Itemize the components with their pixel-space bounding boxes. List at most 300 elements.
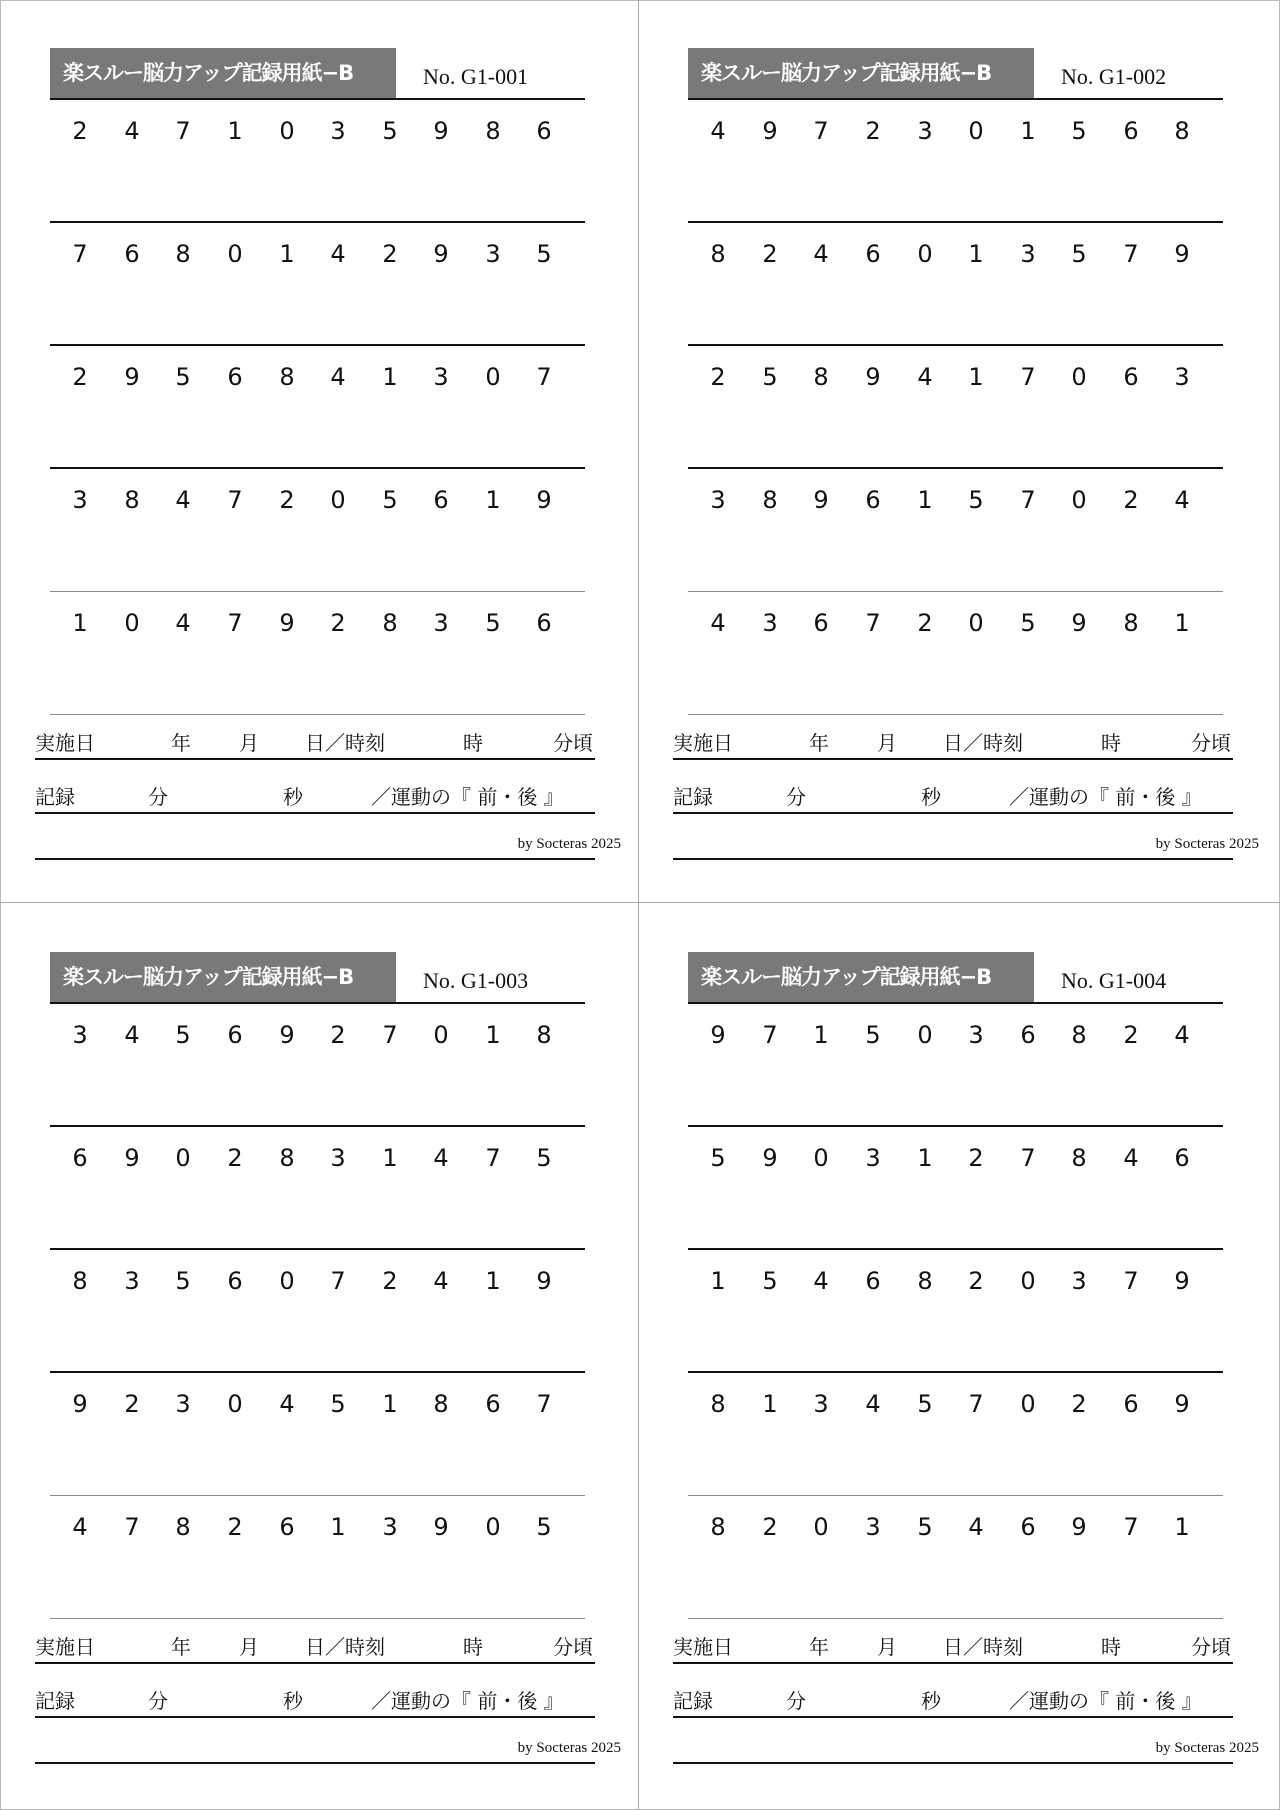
digit: 6: [1174, 1144, 1190, 1172]
record-line: [35, 1689, 595, 1715]
year-label: 年: [809, 1635, 829, 1659]
digit: 0: [124, 609, 140, 637]
digit: 2: [279, 486, 295, 514]
digit: 6: [124, 240, 140, 268]
digit: 8: [279, 363, 295, 391]
digit: 7: [72, 240, 88, 268]
digit: 5: [175, 363, 191, 391]
digit: 4: [917, 363, 933, 391]
digit: 1: [968, 240, 984, 268]
digit: 4: [710, 609, 726, 637]
digit: 4: [279, 1390, 295, 1418]
record-underline: [35, 1716, 595, 1718]
credit-text: by Socteras 2025: [1155, 1740, 1259, 1756]
digit: 3: [865, 1144, 881, 1172]
digit: 6: [1123, 117, 1139, 145]
credit-text: by Socteras 2025: [517, 836, 621, 852]
digit-row: [688, 1373, 1223, 1496]
digit-row: [688, 346, 1223, 469]
digit: 6: [485, 1390, 501, 1418]
digit: 0: [279, 1267, 295, 1295]
digit: 0: [917, 240, 933, 268]
digit: 9: [433, 240, 449, 268]
day-time-label: 日／時刻: [305, 1635, 385, 1659]
date-time-line: [35, 731, 595, 757]
record-underline: [35, 812, 595, 814]
digit: 0: [1020, 1390, 1036, 1418]
year-label: 年: [171, 731, 191, 755]
digit-row: [688, 100, 1223, 223]
digit: 2: [968, 1267, 984, 1295]
digit: 7: [382, 1021, 398, 1049]
digit: 5: [1020, 609, 1036, 637]
digit: 1: [710, 1267, 726, 1295]
digit: 9: [1071, 609, 1087, 637]
digit: 6: [536, 609, 552, 637]
minute-approx-label: 分頃: [553, 731, 593, 755]
credit-underline: [673, 858, 1233, 860]
digit: 9: [1174, 240, 1190, 268]
digit: 4: [330, 240, 346, 268]
digit: 5: [330, 1390, 346, 1418]
date-label: 実施日: [35, 731, 95, 755]
digit: 3: [917, 117, 933, 145]
digit: 6: [1123, 1390, 1139, 1418]
digit: 8: [710, 240, 726, 268]
writing-line: [50, 1618, 585, 1619]
digit: 3: [813, 1390, 829, 1418]
digit: 4: [813, 1267, 829, 1295]
digit: 9: [710, 1021, 726, 1049]
digit: 7: [330, 1267, 346, 1295]
digit: 9: [279, 1021, 295, 1049]
digit: 5: [968, 486, 984, 514]
digit-row: [688, 223, 1223, 346]
digit-row: [688, 1127, 1223, 1250]
digit: 9: [124, 363, 140, 391]
digit: 1: [330, 1513, 346, 1541]
digit: 7: [175, 117, 191, 145]
month-label: 月: [877, 1635, 897, 1659]
record-underline: [673, 812, 1233, 814]
year-label: 年: [809, 731, 829, 755]
digit: 9: [433, 1513, 449, 1541]
digit: 0: [813, 1513, 829, 1541]
digit: 3: [330, 117, 346, 145]
digit: 0: [227, 240, 243, 268]
digit: 7: [1123, 240, 1139, 268]
month-label: 月: [877, 731, 897, 755]
exercise-before-after-label: ／運動の『 前・後 』: [371, 1689, 564, 1713]
minutes-label: 分: [786, 1689, 806, 1713]
digit: 8: [72, 1267, 88, 1295]
exercise-before-after-label: ／運動の『 前・後 』: [1009, 1689, 1202, 1713]
digit-row: [50, 1373, 585, 1496]
digit: 5: [917, 1513, 933, 1541]
digit-row: [50, 223, 585, 346]
digit: 6: [865, 1267, 881, 1295]
hour-label: 時: [1101, 1635, 1121, 1659]
digit: 2: [710, 363, 726, 391]
digit: 6: [536, 117, 552, 145]
digit: 7: [124, 1513, 140, 1541]
digit-row: [688, 1496, 1223, 1619]
digit: 8: [382, 609, 398, 637]
digit: 9: [279, 609, 295, 637]
digit: 2: [382, 1267, 398, 1295]
card-title: 楽スルー脳力アップ記録用紙−B: [50, 952, 396, 1002]
digit: 3: [710, 486, 726, 514]
digit: 8: [1071, 1021, 1087, 1049]
digit: 5: [536, 1144, 552, 1172]
date-time-underline: [673, 758, 1233, 760]
digit: 6: [433, 486, 449, 514]
digit: 4: [330, 363, 346, 391]
digit: 4: [710, 117, 726, 145]
digit: 7: [762, 1021, 778, 1049]
horizontal-divider: [0, 902, 1280, 903]
digit: 3: [72, 1021, 88, 1049]
digit: 0: [917, 1021, 933, 1049]
digit: 8: [536, 1021, 552, 1049]
seconds-label: 秒: [283, 1689, 303, 1713]
digit: 1: [382, 363, 398, 391]
digit: 5: [382, 117, 398, 145]
digit: 9: [1174, 1267, 1190, 1295]
digit: 2: [382, 240, 398, 268]
digit: 5: [382, 486, 398, 514]
digit: 7: [1020, 1144, 1036, 1172]
digit: 9: [72, 1390, 88, 1418]
minutes-label: 分: [148, 785, 168, 809]
digit: 1: [1174, 1513, 1190, 1541]
digit: 7: [485, 1144, 501, 1172]
digit: 2: [865, 117, 881, 145]
digit: 7: [536, 363, 552, 391]
digit: 5: [536, 1513, 552, 1541]
digit: 0: [968, 117, 984, 145]
digit: 6: [865, 240, 881, 268]
digit: 3: [382, 1513, 398, 1541]
digit: 3: [1020, 240, 1036, 268]
digit: 1: [227, 117, 243, 145]
digit: 3: [485, 240, 501, 268]
digit: 2: [330, 1021, 346, 1049]
digit: 6: [813, 609, 829, 637]
record-card-1: [35, 0, 635, 860]
digit: 7: [968, 1390, 984, 1418]
date-label: 実施日: [673, 731, 733, 755]
digit: 6: [227, 1021, 243, 1049]
digit: 8: [433, 1390, 449, 1418]
digit: 1: [917, 1144, 933, 1172]
record-card-2: [673, 0, 1273, 860]
credit-text: by Socteras 2025: [1155, 836, 1259, 852]
digit: 4: [433, 1144, 449, 1172]
digit: 8: [124, 486, 140, 514]
card-serial-number: No. G1-004: [1061, 968, 1167, 993]
digit: 2: [72, 117, 88, 145]
seconds-label: 秒: [921, 785, 941, 809]
date-time-line: [673, 1635, 1233, 1661]
digit: 7: [227, 609, 243, 637]
digit: 2: [72, 363, 88, 391]
record-line: [673, 785, 1233, 811]
writing-line: [50, 714, 585, 715]
digit-row: [50, 346, 585, 469]
digit: 9: [865, 363, 881, 391]
digit-row: [688, 592, 1223, 715]
digit: 3: [433, 609, 449, 637]
month-label: 月: [239, 731, 259, 755]
day-time-label: 日／時刻: [943, 731, 1023, 755]
digit: 2: [124, 1390, 140, 1418]
digit: 9: [762, 1144, 778, 1172]
digit: 8: [710, 1390, 726, 1418]
digit: 1: [72, 609, 88, 637]
digit: 7: [1020, 486, 1036, 514]
digit: 7: [813, 117, 829, 145]
digit: 5: [917, 1390, 933, 1418]
date-time-line: [35, 1635, 595, 1661]
digit: 8: [1071, 1144, 1087, 1172]
exercise-before-after-label: ／運動の『 前・後 』: [1009, 785, 1202, 809]
digit: 8: [175, 240, 191, 268]
digit: 0: [175, 1144, 191, 1172]
digit: 9: [813, 486, 829, 514]
digit: 6: [72, 1144, 88, 1172]
digit: 9: [124, 1144, 140, 1172]
digit: 4: [433, 1267, 449, 1295]
digit: 5: [1071, 240, 1087, 268]
digit: 4: [813, 240, 829, 268]
digit: 9: [536, 486, 552, 514]
digit: 3: [330, 1144, 346, 1172]
digit-row: [688, 1004, 1223, 1127]
digit: 0: [227, 1390, 243, 1418]
minutes-label: 分: [148, 1689, 168, 1713]
digit: 5: [175, 1267, 191, 1295]
digit: 1: [762, 1390, 778, 1418]
digit: 2: [1123, 1021, 1139, 1049]
digit-row: [50, 1004, 585, 1127]
digit: 0: [485, 1513, 501, 1541]
date-time-underline: [673, 1662, 1233, 1664]
digit: 9: [1071, 1513, 1087, 1541]
digit: 2: [762, 1513, 778, 1541]
digit: 0: [279, 117, 295, 145]
digit-row: [688, 1250, 1223, 1373]
date-label: 実施日: [35, 1635, 95, 1659]
digit: 0: [1020, 1267, 1036, 1295]
digit: 9: [433, 117, 449, 145]
digit: 5: [1071, 117, 1087, 145]
digit: 0: [813, 1144, 829, 1172]
digit: 4: [968, 1513, 984, 1541]
digit: 5: [536, 240, 552, 268]
digit: 5: [485, 609, 501, 637]
digit: 2: [1123, 486, 1139, 514]
digit-row: [50, 469, 585, 592]
digit: 1: [1174, 609, 1190, 637]
digit: 1: [1020, 117, 1036, 145]
digit: 2: [1071, 1390, 1087, 1418]
digit: 1: [485, 1021, 501, 1049]
record-label: 記録: [673, 1689, 713, 1713]
digit: 2: [227, 1513, 243, 1541]
hour-label: 時: [1101, 731, 1121, 755]
digit: 8: [710, 1513, 726, 1541]
digit: 6: [865, 486, 881, 514]
digit: 4: [175, 486, 191, 514]
record-line: [673, 1689, 1233, 1715]
minutes-label: 分: [786, 785, 806, 809]
digit: 5: [865, 1021, 881, 1049]
digit: 0: [485, 363, 501, 391]
digit: 3: [72, 486, 88, 514]
date-time-line: [673, 731, 1233, 757]
digit: 4: [175, 609, 191, 637]
digit: 2: [227, 1144, 243, 1172]
digit: 1: [968, 363, 984, 391]
digit: 9: [762, 117, 778, 145]
credit-underline: [35, 1762, 595, 1764]
month-label: 月: [239, 1635, 259, 1659]
record-line: [35, 785, 595, 811]
digit: 1: [813, 1021, 829, 1049]
digit: 4: [124, 1021, 140, 1049]
year-label: 年: [171, 1635, 191, 1659]
digit: 4: [1123, 1144, 1139, 1172]
digit: 3: [762, 609, 778, 637]
digit: 6: [227, 1267, 243, 1295]
date-time-underline: [35, 758, 595, 760]
card-serial-number: No. G1-001: [423, 64, 529, 89]
credit-underline: [673, 1762, 1233, 1764]
digit: 0: [968, 609, 984, 637]
hour-label: 時: [463, 731, 483, 755]
digit: 4: [1174, 486, 1190, 514]
credit-underline: [35, 858, 595, 860]
digit: 4: [72, 1513, 88, 1541]
digit: 5: [762, 363, 778, 391]
digit: 1: [382, 1390, 398, 1418]
digit: 3: [433, 363, 449, 391]
seconds-label: 秒: [283, 785, 303, 809]
digit: 0: [433, 1021, 449, 1049]
hour-label: 時: [463, 1635, 483, 1659]
record-label: 記録: [35, 1689, 75, 1713]
digit-row: [50, 100, 585, 223]
record-card-3: [35, 904, 635, 1764]
digit: 9: [1174, 1390, 1190, 1418]
credit-text: by Socteras 2025: [517, 1740, 621, 1756]
record-card-4: [673, 904, 1273, 1764]
digit: 1: [279, 240, 295, 268]
digit: 7: [536, 1390, 552, 1418]
digit: 0: [1071, 363, 1087, 391]
digit: 1: [485, 486, 501, 514]
digit: 2: [968, 1144, 984, 1172]
digit: 7: [1123, 1267, 1139, 1295]
card-serial-number: No. G1-003: [423, 968, 529, 993]
day-time-label: 日／時刻: [943, 1635, 1023, 1659]
digit: 3: [1174, 363, 1190, 391]
card-title: 楽スルー脳力アップ記録用紙−B: [688, 48, 1034, 98]
digit: 9: [536, 1267, 552, 1295]
digit: 8: [175, 1513, 191, 1541]
date-label: 実施日: [673, 1635, 733, 1659]
digit: 3: [124, 1267, 140, 1295]
digit: 8: [1174, 117, 1190, 145]
digit: 4: [865, 1390, 881, 1418]
digit: 2: [762, 240, 778, 268]
digit: 3: [175, 1390, 191, 1418]
digit: 1: [382, 1144, 398, 1172]
digit: 3: [1071, 1267, 1087, 1295]
card-serial-number: No. G1-002: [1061, 64, 1167, 89]
digit: 1: [917, 486, 933, 514]
digit: 1: [485, 1267, 501, 1295]
card-title: 楽スルー脳力アップ記録用紙−B: [688, 952, 1034, 1002]
digit: 5: [175, 1021, 191, 1049]
writing-line: [688, 714, 1223, 715]
digit: 0: [1071, 486, 1087, 514]
record-label: 記録: [673, 785, 713, 809]
card-title: 楽スルー脳力アップ記録用紙−B: [50, 48, 396, 98]
digit: 6: [1020, 1513, 1036, 1541]
digit: 7: [865, 609, 881, 637]
digit: 5: [710, 1144, 726, 1172]
exercise-before-after-label: ／運動の『 前・後 』: [371, 785, 564, 809]
day-time-label: 日／時刻: [305, 731, 385, 755]
digit: 2: [917, 609, 933, 637]
vertical-divider: [638, 0, 639, 1810]
digit: 4: [1174, 1021, 1190, 1049]
minute-approx-label: 分頃: [553, 1635, 593, 1659]
digit: 8: [917, 1267, 933, 1295]
digit: 8: [762, 486, 778, 514]
digit: 0: [330, 486, 346, 514]
digit: 4: [124, 117, 140, 145]
digit-row: [50, 592, 585, 715]
date-time-underline: [35, 1662, 595, 1664]
digit: 6: [1123, 363, 1139, 391]
digit: 8: [279, 1144, 295, 1172]
seconds-label: 秒: [921, 1689, 941, 1713]
digit: 6: [279, 1513, 295, 1541]
digit: 8: [813, 363, 829, 391]
digit: 7: [1020, 363, 1036, 391]
digit: 6: [1020, 1021, 1036, 1049]
digit: 3: [968, 1021, 984, 1049]
digit: 8: [1123, 609, 1139, 637]
digit: 7: [227, 486, 243, 514]
digit: 5: [762, 1267, 778, 1295]
digit-row: [50, 1496, 585, 1619]
digit-row: [50, 1250, 585, 1373]
record-label: 記録: [35, 785, 75, 809]
minute-approx-label: 分頃: [1191, 1635, 1231, 1659]
digit-row: [688, 469, 1223, 592]
digit: 3: [865, 1513, 881, 1541]
record-underline: [673, 1716, 1233, 1718]
digit: 2: [330, 609, 346, 637]
digit: 6: [227, 363, 243, 391]
writing-line: [688, 1618, 1223, 1619]
minute-approx-label: 分頃: [1191, 731, 1231, 755]
digit-row: [50, 1127, 585, 1250]
